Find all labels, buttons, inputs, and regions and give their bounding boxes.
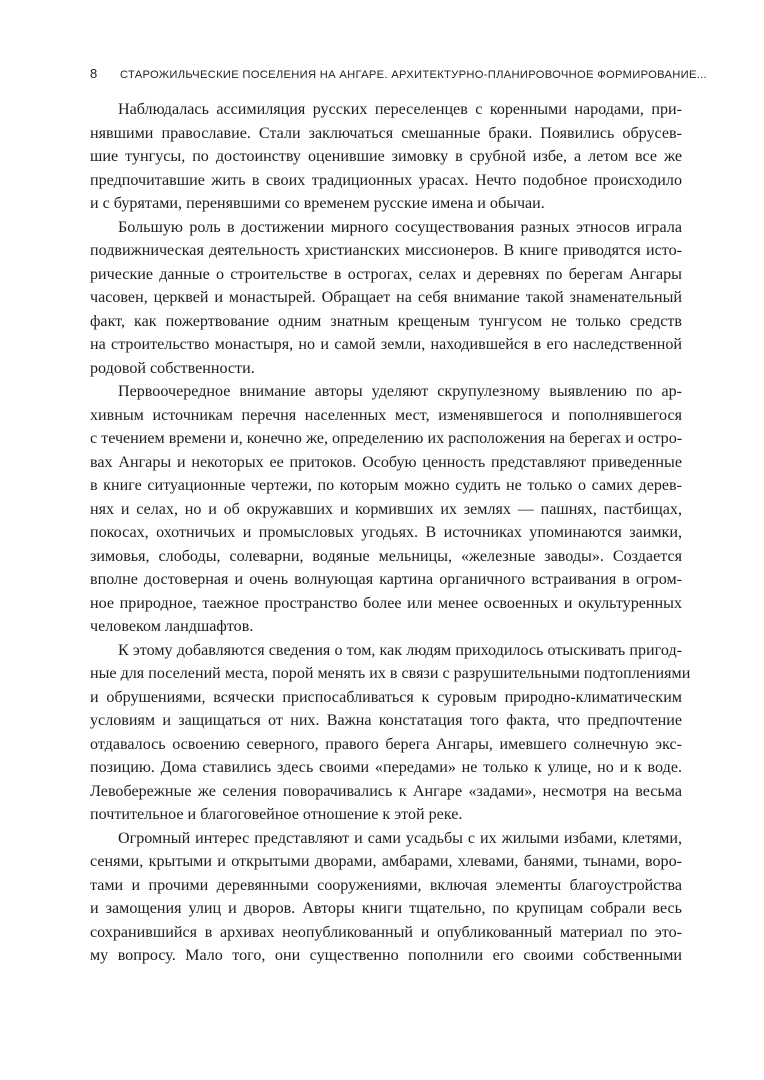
text-line: рические данные о строительстве в острогах, селах и деревнях по берегам Ангары	[90, 265, 682, 283]
text-line: и обрушениями, всячески приспосабливаться к суровым природно-климатическим	[90, 688, 682, 706]
text-line: шие тунгусы, по достоинству оценившие зимовку в срубной избе, а летом все же	[90, 148, 682, 165]
text-line: человеком ландшафтов.	[90, 618, 254, 635]
text-line: часовен, церквей и монастырей. Обращает на себя внимание такой знаменательный	[90, 289, 682, 306]
text-line: вполне достоверная и очень волнующая картина органичного встраивания в огром-	[90, 571, 682, 588]
text-line: вах Ангары и некоторых ее притоков. Особую ценность представляют приведенные	[90, 453, 682, 471]
text-line: сенями, крытыми и открытыми дворами, амбарами, хлевами, банями, тынами, воро-	[90, 853, 682, 870]
text-line: нях и селах, но и об окружавших и кормивших их землях — пашнях, пастбищах,	[90, 500, 682, 518]
text-line: К этому добавляются сведения о том, как людям приходилось отыскивать пригод-	[118, 641, 682, 659]
body-text	[90, 98, 691, 968]
text-line: Большую роль в достижении мирного сосуществования разных этносов играла	[118, 218, 682, 236]
text-line: предпочитавшие жить в своих традиционных урасах. Нечто подобное происходило	[90, 171, 682, 189]
running-head	[90, 64, 707, 84]
text-line: с течением времени и, конечно же, определению их расположения на берегах и остро-	[90, 430, 683, 447]
page-number: 8	[90, 66, 98, 81]
text-line: хивным источникам перечня населенных мест, изменявшегося и пополнявшегося	[90, 406, 682, 424]
text-line: и замощения улиц и дворов. Авторы книги тщательно, по крупицам собрали весь	[90, 900, 682, 917]
text-line: тами и прочими деревянными сооружениями, включая элементы благоустройства	[90, 876, 682, 894]
running-title: СТАРОЖИЛЬЧЕСКИЕ ПОСЕЛЕНИЯ НА АНГАРЕ. АРХИТЕКТУРНО-ПЛАНИРОВОЧНОЕ ФОРМИРОВАНИЕ...	[120, 69, 707, 81]
text-line: сохранившийся в архивах неопубликованный и опубликованный материал по это-	[90, 923, 682, 941]
text-line: Первоочередное внимание авторы уделяют скрупулезному выявлению по ар-	[118, 383, 682, 400]
text-line: зимовья, слободы, солеварни, водяные мельницы, «железные заводы». Создается	[90, 547, 682, 565]
text-line: ные для поселений места, порой менять их в связи с разрушительными подтоплениями	[90, 665, 691, 682]
text-line: ное природное, таежное пространство более или менее освоенных и окультуренных	[90, 594, 682, 612]
text-line: и с бурятами, перенявшими со временем русские имена и обычаи.	[90, 195, 545, 212]
text-line: Левобережные же селения поворачивались к Ангаре «задами», несмотря на весьма	[90, 782, 682, 800]
paragraph	[90, 216, 682, 381]
text-line: нявшими православие. Стали заключаться смешанные браки. Появились обрусев-	[90, 124, 682, 142]
text-line: му вопросу. Мало того, они существенно пополнили его своими собственными	[90, 947, 682, 964]
text-line: покосах, охотничьих и промысловых угодьях. В источниках упоминаются заимки,	[90, 524, 682, 541]
text-line: факт, как пожертвование одним знатным крещеным тунгусом не только средств	[90, 312, 682, 330]
text-line: отдавалось освоению северного, правого берега Ангары, имевшего солнечную экс-	[90, 735, 682, 753]
text-line: родовой собственности.	[90, 359, 255, 377]
text-line: условиям и защищаться от них. Важна констатация того факта, что предпочтение	[90, 712, 682, 729]
text-line: в книге ситуационные чертежи, по которым можно судить не только о самих дерев-	[90, 477, 682, 494]
paragraph	[90, 380, 682, 639]
paragraph	[90, 98, 682, 216]
text-line: позицию. Дома ставились здесь своими «передами» не только к улице, но и к воде.	[90, 759, 682, 776]
paragraph	[90, 827, 682, 968]
text-line: Огромный интерес представляют и сами усадьбы с их жилыми избами, клетями,	[118, 829, 682, 847]
text-line: почтительное и благоговейное отношение к этой реке.	[90, 806, 463, 823]
paragraph	[90, 639, 691, 827]
text-line: подвижническая деятельность христианских миссионеров. В книге приводятся исто-	[90, 242, 682, 259]
text-line: на строительство монастыря, но и самой земли, находившейся в его наследственной	[90, 336, 682, 353]
text-line: Наблюдалась ассимиляция русских переселенцев с коренными народами, при-	[118, 101, 682, 118]
